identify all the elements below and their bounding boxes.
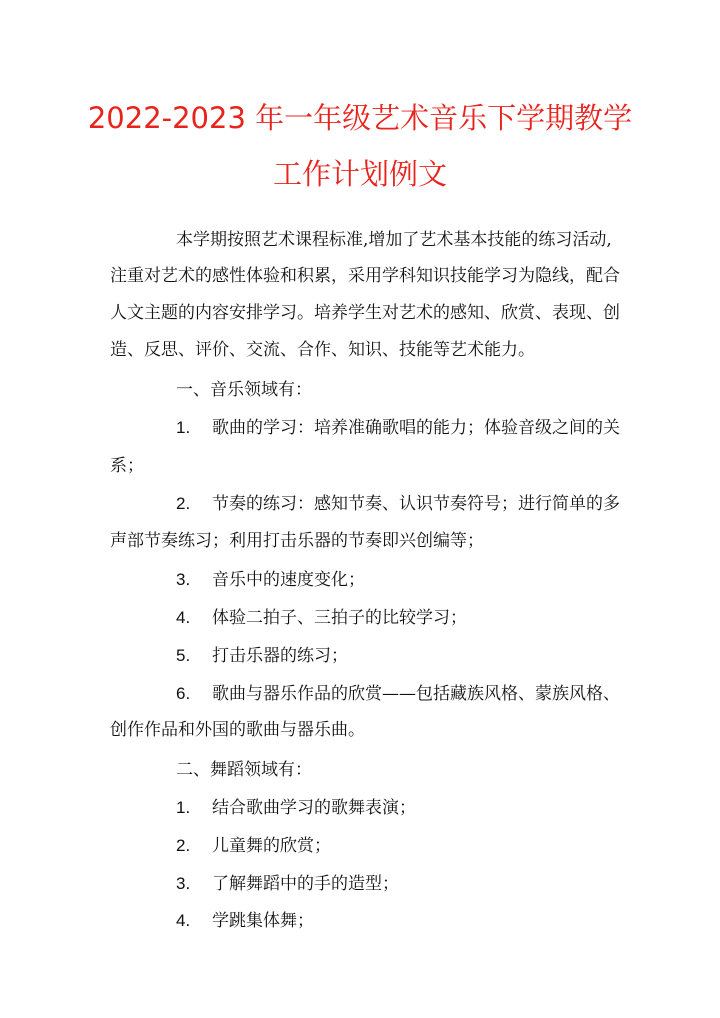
section1-item-2-cont: 声部节奏练习；利用打击乐器的节奏即兴创编等； (110, 531, 484, 551)
item-text: 打击乐器的练习； (212, 646, 348, 666)
section2-item-2 (176, 835, 331, 857)
item-number: 2. (176, 494, 191, 513)
item-number: 2. (176, 836, 191, 855)
title-line-2: 工作计划例文 (272, 157, 447, 191)
item-text: 学跳集体舞； (212, 911, 314, 931)
item-text: 节奏的练习：感知节奏、认识节奏符号；进行简单的多 (212, 494, 620, 514)
section2-heading: 二、舞蹈领域有： (176, 760, 312, 780)
section2-item-1 (176, 797, 416, 819)
intro-line-1: 本学期按照艺术课程标准,增加了艺术基本技能的练习活动, (176, 230, 612, 250)
title-line-1: 2022-2023 年一年级艺术音乐下学期教学 (87, 101, 633, 135)
item-number: 1. (176, 798, 191, 817)
section2-item-4 (176, 910, 314, 932)
intro-line-4: 造、反思、评价、交流、合作、知识、技能等艺术能力。 (110, 340, 535, 360)
section1-item-5 (176, 645, 348, 667)
item-text: 音乐中的速度变化； (212, 570, 365, 590)
section1-item-2 (176, 493, 620, 515)
item-text: 了解舞蹈中的手的造型； (212, 874, 399, 894)
section1-item-1 (176, 417, 620, 439)
item-number: 4. (176, 911, 191, 930)
section1-item-3 (176, 569, 365, 591)
intro-line-2: 注重对艺术的感性体验和积累，采用学科知识技能学习为隐线，配合 (110, 266, 620, 286)
item-text: 歌曲与器乐作品的欣赏——包括藏族风格、蒙族风格、 (212, 684, 620, 704)
item-number: 3. (176, 570, 191, 589)
item-number: 4. (176, 608, 191, 627)
section1-item-4 (176, 607, 467, 629)
section1-heading: 一、音乐领域有： (176, 380, 312, 400)
section1-item-1-cont: 系； (110, 456, 144, 476)
intro-line-3: 人文主题的内容安排学习。培养学生对艺术的感知、欣赏、表现、创 (110, 303, 620, 323)
section1-item-6 (176, 683, 620, 705)
item-text: 体验二拍子、三拍子的比较学习； (212, 608, 467, 628)
item-text: 歌曲的学习：培养准确歌唱的能力；体验音级之间的关 (212, 418, 620, 438)
section2-item-3 (176, 873, 399, 895)
item-number: 1. (176, 418, 191, 437)
item-text: 儿童舞的欣赏； (212, 836, 331, 856)
item-text: 结合歌曲学习的歌舞表演； (212, 798, 416, 818)
item-number: 5. (176, 646, 191, 665)
item-number: 6. (176, 684, 191, 703)
section1-item-6-cont: 创作作品和外国的歌曲与器乐曲。 (110, 720, 365, 740)
item-number: 3. (176, 874, 191, 893)
